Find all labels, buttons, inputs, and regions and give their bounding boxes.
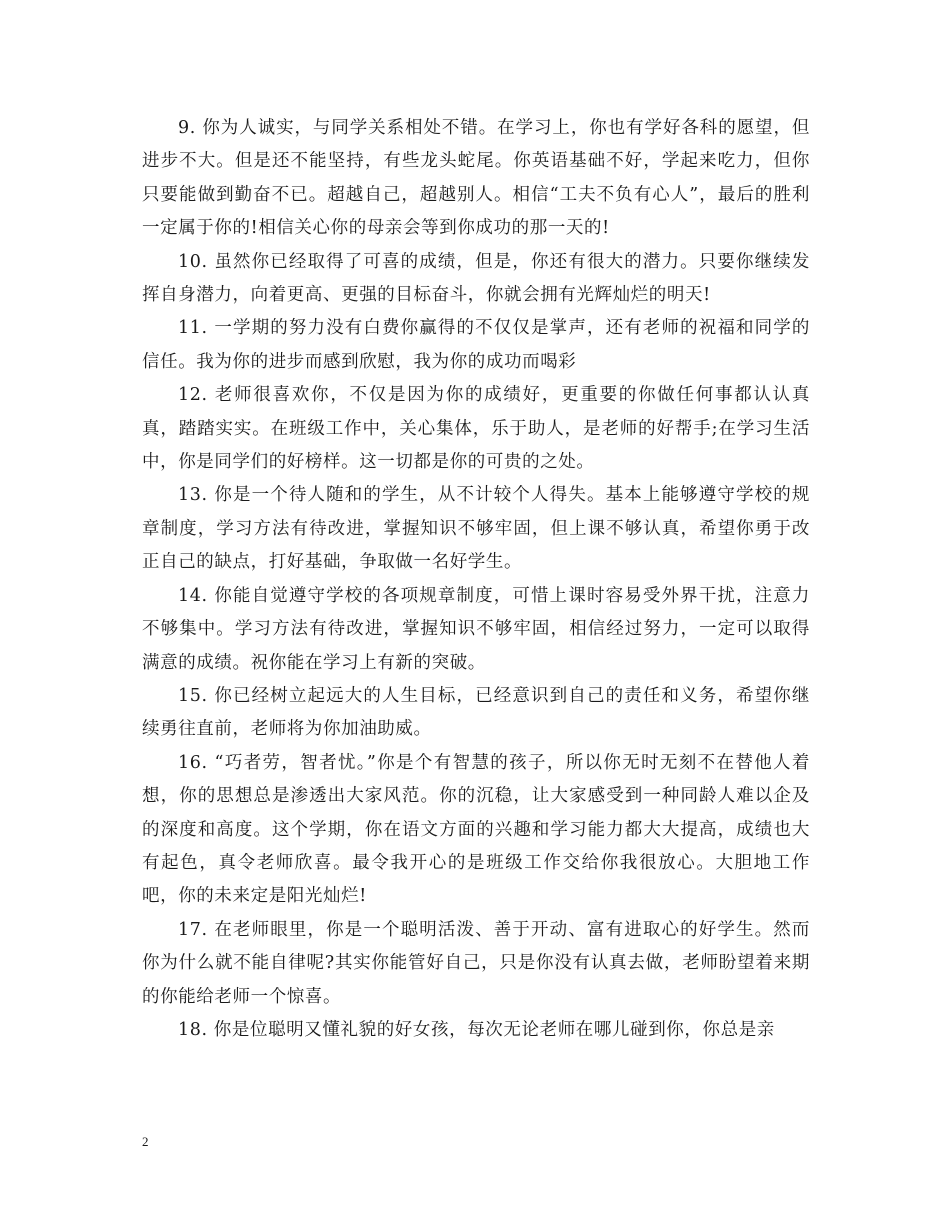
comment-paragraph-12: 12. 老师很喜欢你，不仅是因为你的成绩好，更重要的你做任何事都认认真真，踏踏实实。在班级工作中，关心集体，乐于助人，是老师的好帮手;在学习生活中，你是同学们的好榜样。这一切都是你的可贵的之处。: [142, 385, 810, 473]
comment-paragraph-16: 16. “巧者劳，智者忧。”你是个有智慧的孩子，所以你无时无刻不在替他人着想，你的思想总是渗透出大家风范。你的沉稳，让大家感受到一种同龄人难以企及的深度和高度。这个学期，你在语文方面的兴趣和学习能力都大大提高，成绩也大有起色，真令老师欣喜。最令我开心的是班级工作交给你我很放心。大胆地工作吧，你的未来定是阳光灿烂!: [142, 752, 810, 907]
document-body: [142, 112, 810, 1047]
comment-paragraph-9: 9. 你为人诚实，与同学关系相处不错。在学习上，你也有学好各科的愿望，但进步不大。但是还不能坚持，有些龙头蛇尾。你英语基础不好，学起来吃力，但你只要能做到勤奋不已。超越自己，超越别人。相信“工夫不负有心人”，最后的胜利一定属于你的!相信关心你的母亲会等到你成功的那一天的!: [142, 118, 810, 239]
comment-paragraph-10: 10. 虽然你已经取得了可喜的成绩，但是，你还有很大的潜力。只要你继续发挥自身潜力，向着更高、更强的目标奋斗，你就会拥有光辉灿烂的明天!: [142, 251, 810, 306]
comment-paragraph-15: 15. 你已经树立起远大的人生目标，已经意识到自己的责任和义务，希望你继续勇往直前，老师将为你加油助威。: [142, 685, 810, 740]
page-number: 2: [142, 1134, 149, 1149]
comment-paragraph-14: 14. 你能自觉遵守学校的各项规章制度，可惜上课时容易受外界干扰，注意力不够集中。学习方法有待改进，掌握知识不够牢固，相信经过努力，一定可以取得满意的成绩。祝你能在学习上有新的突破。: [142, 585, 810, 673]
comment-paragraph-17: 17. 在老师眼里，你是一个聪明活泼、善于开动、富有进取心的好学生。然而你为什么就不能自律呢?其实你能管好自己，只是你没有认真去做，老师盼望着来期的你能给老师一个惊喜。: [142, 919, 810, 1007]
comment-paragraph-13: 13. 你是一个待人随和的学生，从不计较个人得失。基本上能够遵守学校的规章制度，学习方法有待改进，掌握知识不够牢固，但上课不够认真，希望你勇于改正自己的缺点，打好基础，争取做一名好学生。: [142, 485, 810, 573]
comment-paragraph-18: 18. 你是位聪明又懂礼貌的好女孩，每次无论老师在哪儿碰到你，你总是亲: [178, 1019, 775, 1040]
comment-paragraph-11: 11. 一学期的努力没有白费你赢得的不仅仅是掌声，还有老师的祝福和同学的信任。我为你的进步而感到欣慰，我为你的成功而喝彩: [142, 318, 810, 372]
